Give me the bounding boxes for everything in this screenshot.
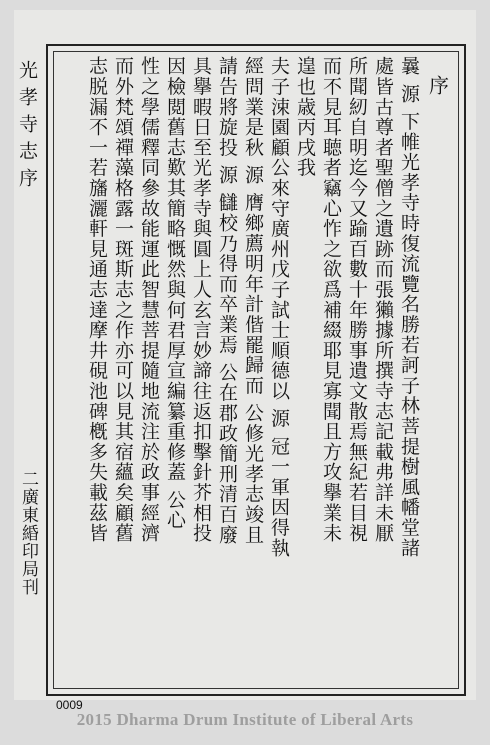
text-column: 處皆古尊者聖僧之遺跡而張獺據所撰寺志記載弗詳未厭 <box>372 56 394 544</box>
text-column: 志脱漏不一若旛灑軒見通志達摩井硯池碑槪多失載茲皆 <box>86 56 108 544</box>
gutter-title-text: 光孝寺志 <box>16 60 38 168</box>
text-column: 具擧暇日至光孝寺與圓上人玄言妙諦往返扣擊針芥相投 <box>190 56 212 544</box>
text-column: 性之學儒釋同參故能運此智慧菩提隨地流注於政事經濟 <box>138 56 160 544</box>
text-column: 因檢閲舊志歎其簡略慨然與何君厚宣編纂重修蓋 公心 <box>164 56 186 531</box>
page-scan <box>14 10 476 712</box>
watermark: 2015 Dharma Drum Institute of Liberal Arts <box>76 710 414 729</box>
gutter-section-text: 序 <box>16 168 38 195</box>
text-column: 經問業是秋 源 膺鄉薦明年計偕罷歸而 公修光孝志竣且 <box>242 56 264 545</box>
gutter-title <box>14 60 41 195</box>
gutter-imprint-text: 廣東緍印局刊 <box>18 488 38 596</box>
text-column: 遑也歳丙戌我 <box>294 56 316 178</box>
text-column: 所聞紉自明迄今又踰百數十年勝事遺文散焉無紀若目視 <box>346 56 368 544</box>
preface-heading <box>424 56 452 114</box>
text-column: 夫子涑園顧公來守廣州戊子試士順德以 源 冠一軍因得執 <box>268 56 290 558</box>
text-column: 請告將旋投 源 讎校乃得而卒業焉 公在郡政簡刑清百廢 <box>216 56 238 545</box>
text-column: 曩 源 下帷光孝寺時復流覽名勝若訶子林菩提樹風幡堂諸 <box>398 56 420 558</box>
text-column: 而外梵頌禪藻格露一斑斯志之作亦可以見其宿蘊矣顧舊 <box>112 56 134 544</box>
preface-heading-text: 序 <box>425 75 450 95</box>
page-number: 0009 <box>56 698 83 712</box>
text-column: 而不見耳聴者竊心怍之欲爲補綴耶見寡聞且方攻擧業未 <box>320 56 342 544</box>
gutter-imprint <box>16 470 41 596</box>
gutter-folio-text: 二 <box>18 470 38 488</box>
